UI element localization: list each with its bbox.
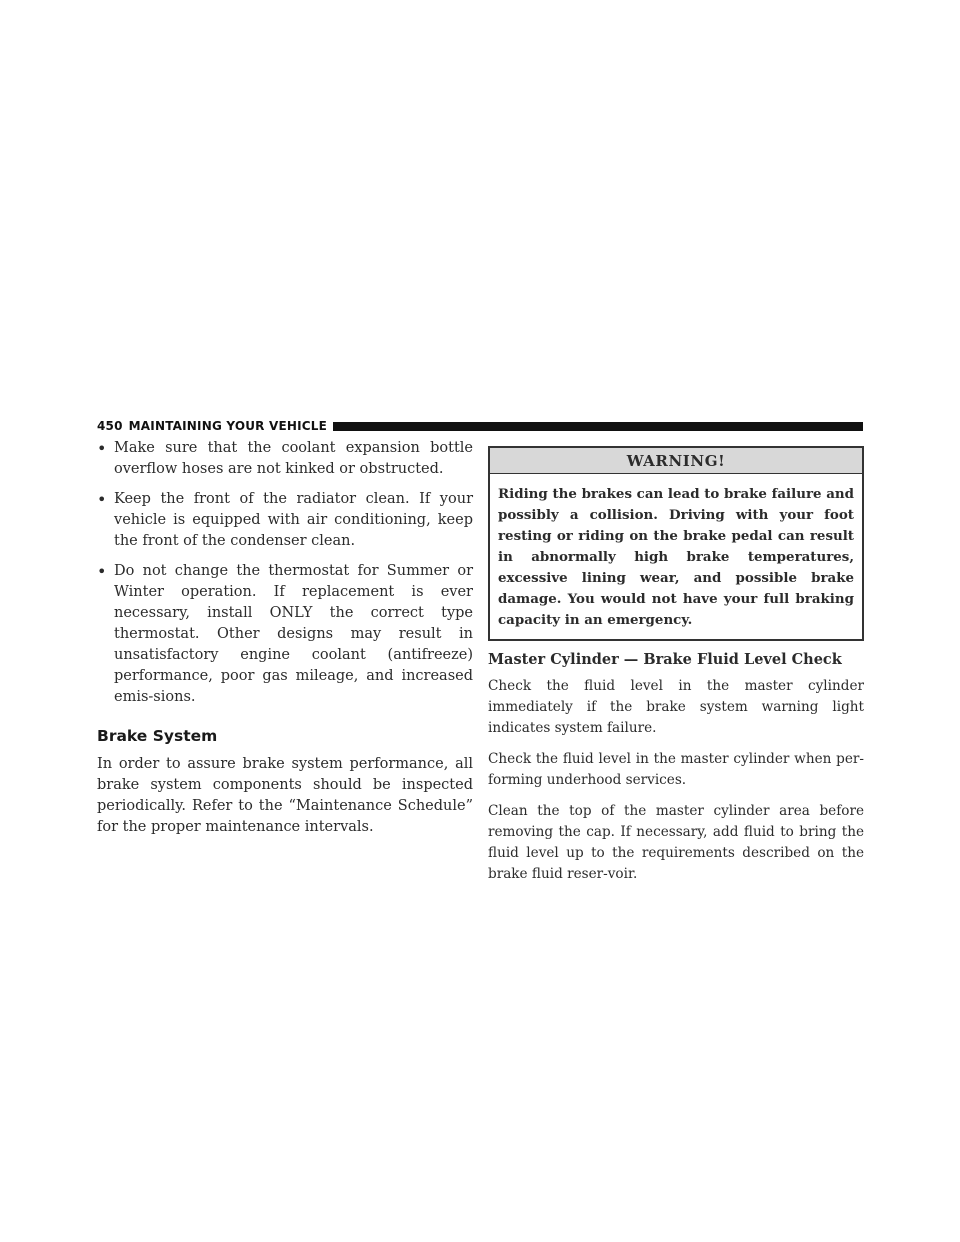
section-title: MAINTAINING YOUR VEHICLE	[128, 419, 328, 433]
header-rule	[333, 422, 863, 431]
paragraph: Check the fluid level in the master cylinder when per-forming underhood services.	[488, 751, 864, 788]
bullet-icon: •	[97, 562, 107, 581]
warning-title: WARNING!	[490, 448, 862, 474]
bullet-icon: •	[97, 490, 107, 509]
paragraph: Clean the top of the master cylinder area before removing the cap. If necessary, add fluid to bring the fluid level up to the requirements described on the brake fluid reser-voir.	[488, 803, 864, 882]
list-item	[97, 438, 473, 480]
brake-system-heading: Brake System	[97, 727, 218, 745]
bullet-text: Keep the front of the radiator clean. If your vehicle is equipped with air conditioning, keep the front of the condenser clean.	[114, 491, 473, 549]
bullet-text: Do not change the thermostat for Summer or Winter operation. If replacement is ever necessary, install ONLY the correct type thermostat. Other designs may result in unsatisfactory engine coolant (antifreeze) performance, poor gas mileage, and increased emis-sions.	[114, 563, 473, 705]
warning-text: Riding the brakes can lead to brake failure and possibly a collision. Driving with your foot resting or riding on the brake pedal can result in abnormally high brake temperatures, excessive lining wear, and possible brake damage. You would not have your full braking capacity in an emergency.	[498, 486, 854, 628]
warning-box	[488, 446, 864, 641]
paragraph: Check the fluid level in the master cylinder immediately if the brake system warning light indicates system failure.	[488, 678, 864, 736]
page-number: 450	[97, 419, 123, 433]
list-item	[97, 561, 473, 708]
right-column	[488, 446, 864, 895]
bullet-list	[97, 438, 473, 708]
master-cylinder-heading: Master Cylinder — Brake Fluid Level Check	[488, 651, 842, 668]
bullet-text: Make sure that the coolant expansion bottle overflow hoses are not kinked or obstructed.	[114, 440, 473, 477]
bullet-icon: •	[97, 439, 107, 458]
left-column	[97, 438, 473, 848]
list-item	[97, 489, 473, 552]
brake-system-paragraph: In order to assure brake system performance, all brake system components should be inspected periodically. Refer to the “Maintenance Schedule” for the proper maintenance intervals.	[97, 756, 473, 835]
page-header	[97, 419, 863, 433]
